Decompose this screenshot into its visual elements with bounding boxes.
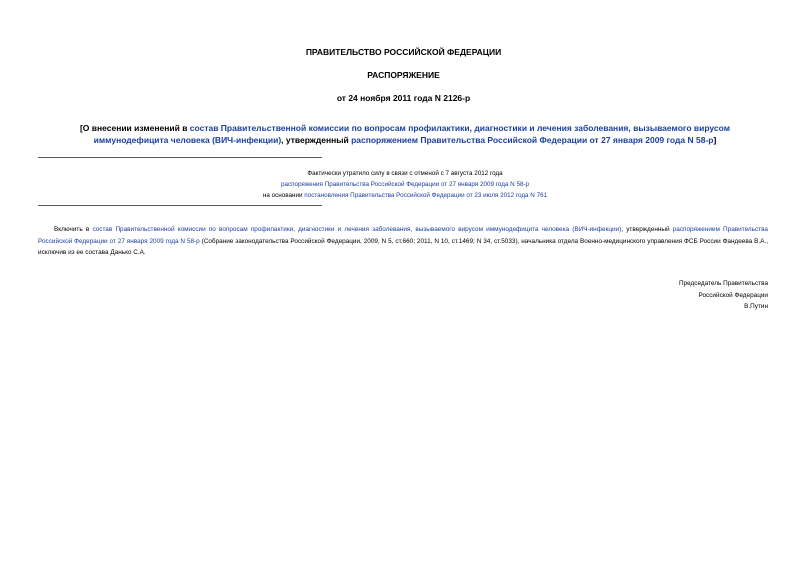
body-mid: , утвержденный — [621, 226, 673, 233]
divider-top — [38, 157, 322, 158]
status-note-basis-prefix: на основании — [262, 192, 305, 199]
status-note-link-order[interactable]: распоряжения Правительства Российской Федерации от 27 января 2009 года N 58-р — [280, 181, 530, 188]
signature-block — [568, 278, 768, 313]
status-note-line3 — [200, 190, 610, 202]
status-note-line1: Фактически утратило силу в связи с отменой с 7 августа 2012 года — [307, 170, 503, 177]
document-body — [38, 224, 768, 259]
status-note-link-resolution[interactable]: постановления Правительства Российской Федерации от 23 июля 2012 года N 761 — [304, 192, 548, 199]
body-rest: (Собрание законодательства Российской Федерации, 2009, N 5, ст.660; 2011, N 10, ст.1469; N 34, ст.5033), начальника отдела Военно-медицинского управления ФСБ России Фандеева В.А., исключив из ее состава Данько С.А. — [38, 237, 768, 256]
title-suffix: ] — [713, 135, 717, 145]
body-link-commission[interactable]: состав Правительственной комиссии по вопросам профилактики, диагностики и лечения заболевания, вызываемого вирусом иммунодефицита человека (ВИЧ-инфекции) — [92, 226, 622, 233]
title-link-commission[interactable]: состав Правительственной комиссии по вопросам профилактики, диагностики и лечения заболевания, вызываемого вирусом иммунодефицита человека (ВИЧ-инфекции) — [93, 123, 731, 145]
divider-bottom — [38, 205, 322, 206]
document-type-heading: РАСПОРЯЖЕНИЕ — [367, 70, 440, 80]
title-middle: , утвержденный — [281, 135, 352, 145]
document-date-number: от 24 ноября 2011 года N 2126-р — [336, 93, 471, 103]
body-link-order[interactable]: распоряжением Правительства Российской Федерации от 27 января 2009 года N 58-р — [38, 226, 768, 245]
title-link-order[interactable]: распоряжением Правительства Российской Федерации от 27 января 2009 года N 58-р — [351, 135, 714, 145]
signature-position-line1: Председатель Правительства — [679, 280, 768, 287]
government-heading: ПРАВИТЕЛЬСТВО РОССИЙСКОЙ ФЕДЕРАЦИИ — [305, 47, 502, 57]
title-prefix: [О внесении изменений в — [79, 123, 190, 133]
document-title — [60, 122, 750, 146]
signature-position-line2: Российской Федерации — [698, 291, 768, 299]
signature-name: В.Путин — [744, 303, 768, 310]
body-start: Включить в — [54, 226, 90, 233]
